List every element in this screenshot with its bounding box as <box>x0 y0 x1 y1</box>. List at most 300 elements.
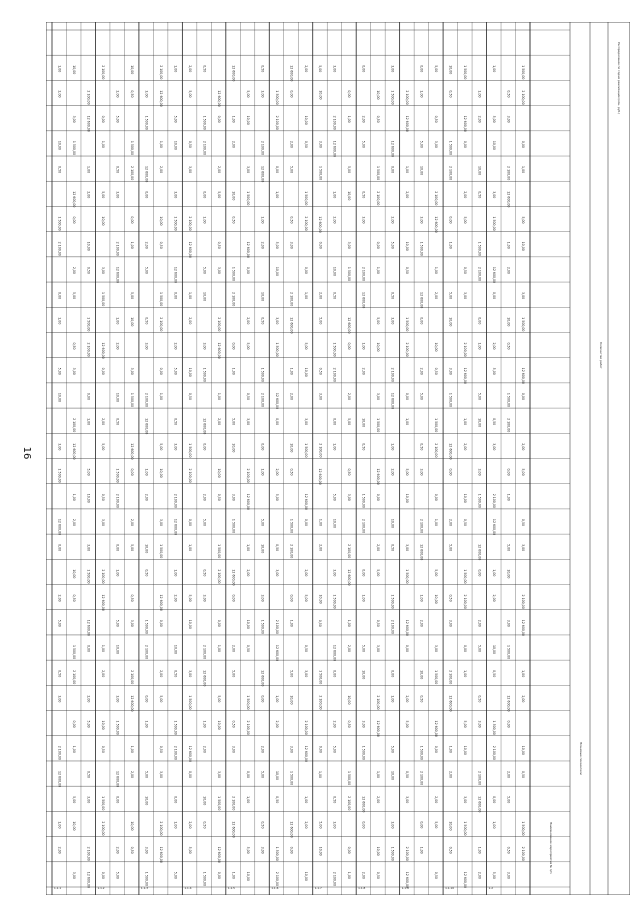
table-cell-value: 0,50 <box>202 821 207 829</box>
table-cell-value: 0,00 <box>463 140 468 148</box>
table-cell-value: 10,00 <box>318 594 323 604</box>
table-cell-value: 10,00 <box>376 90 381 100</box>
table-cell-value: 2 100,00 <box>187 468 192 483</box>
table-cell-value: 1 500,00 <box>216 796 221 811</box>
table-cell-value: 0,00 <box>187 518 192 527</box>
table-cell-value: 1 500,00 <box>477 493 482 508</box>
table-cell-value: 0,00 <box>72 720 77 728</box>
table-cell-value: 2,00 <box>303 65 308 73</box>
table-cell-value: 5,00 <box>216 695 221 703</box>
table-cell-value: 1,00 <box>492 821 497 829</box>
table-cell-value: 0,00 <box>448 468 453 476</box>
table-cell-value: 12 600,00 <box>129 695 134 712</box>
table-cell-value: 0,50 <box>506 342 511 350</box>
table-cell-value: 2,00 <box>129 770 134 779</box>
table-cell-value: 5,00 <box>100 191 105 199</box>
table-cell-value: 1 500,00 <box>72 140 77 156</box>
table-cell-value: 0,50 <box>376 115 381 123</box>
table-cell-value: 1,00 <box>187 544 192 552</box>
table-cell-value: 10,00 <box>289 443 294 453</box>
table-cell-value: 3,00 <box>100 518 105 527</box>
table-cell-value: 0,00 <box>115 544 120 552</box>
table-cell-value: 1,00 <box>419 594 424 602</box>
table-cell-value: 1 500,00 <box>405 569 410 584</box>
table-cell-value: 3,00 <box>361 216 366 224</box>
table-cell-value: 5,00 <box>57 619 62 627</box>
table-cell-value: 1 500,00 <box>86 569 91 584</box>
table-cell-value: 0,50 <box>390 544 395 552</box>
table-cell-value: 3,00 <box>463 292 468 300</box>
table-cell-value: 0,50 <box>477 695 482 703</box>
table-cell-value: 10,00 <box>245 619 250 629</box>
table-cell-value: 1 500,00 <box>419 745 424 760</box>
table-cell-value: 2,00 <box>361 367 366 375</box>
table-cell-value: 2,00 <box>477 619 482 627</box>
table-cell-value: 3,00 <box>245 418 250 426</box>
table-cell-value: 0,00 <box>332 418 337 426</box>
table-cell-value: 5,00 <box>506 796 511 804</box>
table-cell-value: 2,00 <box>115 846 120 854</box>
table-cell-value: 2 100,00 <box>405 90 410 105</box>
row-group-code: 1.1.10 <box>445 886 454 890</box>
table-cell-value: 0,00 <box>202 191 207 199</box>
table-cell-value: 5,00 <box>158 443 163 451</box>
table-cell-value: 0,00 <box>477 317 482 325</box>
table-cell-value: 2 100,00 <box>245 720 250 735</box>
table-cell-value: 3,00 <box>477 720 482 728</box>
table-cell-value: 0,50 <box>129 90 134 98</box>
table-cell-value: 3,00 <box>506 115 511 123</box>
table-cell-value: 2,00 <box>115 90 120 98</box>
row-group-code: 1.1.7 <box>314 886 322 890</box>
table-cell-value: 1 500,00 <box>492 216 497 231</box>
table-cell-value: 5,00 <box>129 292 134 300</box>
table-cell-value: 0,50 <box>216 241 221 249</box>
table-cell-value: 0,50 <box>72 594 77 602</box>
table-cell-value: 0,50 <box>477 191 482 199</box>
table-cell-value: 12 600,00 <box>521 367 526 384</box>
table-cell-value: 2,00 <box>57 846 62 854</box>
table-cell-value: 1,00 <box>260 468 265 476</box>
table-cell-value: 1,00 <box>332 191 337 199</box>
table-cell-value: 0,00 <box>216 115 221 123</box>
table-cell-value: 0,00 <box>158 619 163 627</box>
table-cell-value: 10,00 <box>86 493 91 503</box>
table-cell-value: 1,00 <box>521 670 526 678</box>
table-cell-value: 0,00 <box>129 468 134 476</box>
table-cell-value: 0,00 <box>419 65 424 73</box>
table-cell-value: 0,50 <box>100 745 105 753</box>
row-group-code: 1.1.5 <box>227 886 235 890</box>
table-cell-value: 10,00 <box>521 745 526 755</box>
table-cell-value: 0,00 <box>245 266 250 274</box>
table-cell-value: 10,00 <box>86 241 91 251</box>
table-cell-value: 0,00 <box>506 468 511 476</box>
table-cell-value: 3,00 <box>361 720 366 728</box>
table-cell-value: 10,00 <box>231 191 236 201</box>
table-cell-value: 1,00 <box>173 65 178 73</box>
table-cell-value: 2,00 <box>100 670 105 678</box>
table-cell-value: 2 100,00 <box>303 720 308 735</box>
table-cell-value: 2 100,00 <box>260 140 265 156</box>
table-cell-value: 1,00 <box>318 770 323 779</box>
table-cell-value: 12 600,00 <box>448 443 453 460</box>
table-cell-value: 5,00 <box>419 140 424 148</box>
table-cell-value: 1 500,00 <box>187 695 192 710</box>
table-cell-value: 2,00 <box>405 695 410 703</box>
table-cell-value: 2,00 <box>289 140 294 148</box>
table-cell-value: 10,00 <box>173 140 178 150</box>
table-cell-value: 10,00 <box>100 216 105 226</box>
table-cell-value: 0,50 <box>115 166 120 174</box>
table-cell-value: 1,00 <box>72 493 77 501</box>
table-cell-value: 1 500,00 <box>231 518 236 534</box>
table-cell-value: 1 500,00 <box>129 392 134 408</box>
table-cell-value: 2 100,00 <box>216 317 221 332</box>
table-cell-value: 2 100,00 <box>86 342 91 357</box>
table-cell-value: 2 100,00 <box>521 846 526 861</box>
table-cell-value: 10,00 <box>158 468 163 478</box>
table-cell-value: 0,00 <box>100 367 105 375</box>
table-cell-value: 12 600,00 <box>405 871 410 889</box>
table-cell-value: 2,00 <box>405 191 410 199</box>
table-cell-value: 2,00 <box>274 720 279 728</box>
table-cell-value: 3,00 <box>274 569 279 577</box>
table-cell-value: 1,00 <box>347 619 352 627</box>
table-cell-value: 12 600,00 <box>463 367 468 384</box>
table-cell-value: 0,50 <box>245 392 250 400</box>
table-cell-value: 12 600,00 <box>376 468 381 485</box>
row-group-code: 1.1.4 <box>184 886 192 890</box>
table-cell-value: 12 600,00 <box>260 670 265 687</box>
table-cell-value: 2 100,00 <box>332 871 337 886</box>
table-cell-value: 5,00 <box>434 821 439 829</box>
table-cell-value: 3,00 <box>434 644 439 653</box>
table-cell-value: 1 500,00 <box>463 569 468 584</box>
table-cell-value: 3,00 <box>318 392 323 400</box>
table-cell-value: 5,00 <box>448 544 453 552</box>
table-cell-value: 0,50 <box>115 418 120 426</box>
table-cell-value: 3,00 <box>289 745 294 753</box>
table-cell-value: 0,00 <box>361 65 366 73</box>
table-cell-value: 2 100,00 <box>506 166 511 181</box>
table-cell-value: 2 100,00 <box>158 821 163 836</box>
table-cell-value: 1,00 <box>390 695 395 703</box>
table-cell-value: 3,00 <box>115 191 120 199</box>
table-cell-value: 2 100,00 <box>318 695 323 710</box>
table-cell-value: 12 600,00 <box>347 569 352 586</box>
table-cell-value: 1,00 <box>57 65 62 73</box>
table-cell-value: 0,00 <box>492 292 497 300</box>
table-cell-value: 2,00 <box>303 821 308 829</box>
table-cell-value: 10,00 <box>173 644 178 655</box>
table-cell-value: 1,00 <box>187 292 192 300</box>
table-cell-value: 5,00 <box>361 644 366 653</box>
table-cell-value: 12 600,00 <box>216 846 221 863</box>
table-cell-value: 12 600,00 <box>202 670 207 687</box>
table-cell-value: 1,00 <box>289 619 294 627</box>
table-cell-value: 0,50 <box>187 392 192 400</box>
table-cell-value: 2,00 <box>419 619 424 627</box>
table-cell-value: 2,00 <box>57 90 62 98</box>
table-cell-value: 1,00 <box>477 90 482 98</box>
table-cell-value: 2,00 <box>463 191 468 199</box>
table-cell-value: 3,00 <box>72 871 77 879</box>
table-cell-value: 0,50 <box>303 140 308 148</box>
table-cell-value: 12 600,00 <box>129 443 134 460</box>
table-cell-value: 5,00 <box>492 871 497 879</box>
table-cell-value: 1,00 <box>405 166 410 174</box>
table-cell-value: 5,00 <box>158 695 163 703</box>
table-cell-value: 12 600,00 <box>376 720 381 737</box>
table-cell-value: 0,00 <box>477 569 482 577</box>
table-cell-value: 2 100,00 <box>144 644 149 660</box>
table-cell-value: 1,00 <box>274 695 279 703</box>
table-cell-value: 0,00 <box>390 166 395 174</box>
table-cell-value: 5,00 <box>492 367 497 375</box>
table-cell-value: 12 600,00 <box>506 695 511 712</box>
table-cell-value: 0,00 <box>463 644 468 653</box>
row-group-code: 1.1.3 <box>140 886 149 890</box>
table-cell-value: 1 500,00 <box>173 720 178 735</box>
table-cell-value: 1,00 <box>506 241 511 249</box>
table-cell-value: 5,00 <box>86 468 91 476</box>
table-cell-value: 1 500,00 <box>434 418 439 433</box>
table-cell-value: 1,00 <box>463 418 468 426</box>
table-cell-value: 10,00 <box>419 670 424 680</box>
table-cell-value: 10,00 <box>390 518 395 529</box>
table-cell-value: 5,00 <box>448 292 453 300</box>
table-cell-value: 5,00 <box>202 518 207 527</box>
table-cell-value: 5,00 <box>260 518 265 527</box>
table-cell-value: 12 600,00 <box>158 846 163 863</box>
table-cell-value: 3,00 <box>303 670 308 678</box>
table-cell-value: 2 100,00 <box>289 292 294 307</box>
table-cell-value: 3,00 <box>405 796 410 804</box>
table-cell-value: 1,00 <box>477 342 482 350</box>
table-cell-value: 1 500,00 <box>57 216 62 231</box>
table-cell-value: 2 100,00 <box>361 518 366 534</box>
table-cell-value: 12 600,00 <box>361 292 366 309</box>
table-cell-value: 10,00 <box>419 166 424 176</box>
table-cell-value: 12 600,00 <box>173 518 178 536</box>
table-cell-value: 12 600,00 <box>231 821 236 838</box>
table-cell-value: 0,50 <box>405 266 410 274</box>
table-cell-value: 1 500,00 <box>173 216 178 231</box>
table-cell-value: 1,00 <box>419 846 424 854</box>
table-cell-value: 5,00 <box>318 65 323 73</box>
table-cell-value: 10,00 <box>72 821 77 831</box>
table-cell-value: 0,00 <box>115 796 120 804</box>
table-cell-value: 10,00 <box>245 871 250 881</box>
table-cell-value: 12 600,00 <box>434 216 439 233</box>
table-cell-value: 5,00 <box>72 796 77 804</box>
table-cell-value: 0,00 <box>144 695 149 703</box>
table-cell-value: 10,00 <box>332 266 337 276</box>
table-cell-value: 1,00 <box>390 443 395 451</box>
table-cell-value: 2 100,00 <box>100 569 105 584</box>
table-cell-value: 12 600,00 <box>173 266 178 284</box>
table-cell-value: 1 500,00 <box>332 342 337 357</box>
table-cell-value: 10,00 <box>434 594 439 604</box>
table-cell-value: 0,00 <box>419 821 424 829</box>
table-cell-value: 1 500,00 <box>390 594 395 609</box>
table-cell-value: 1 500,00 <box>390 846 395 861</box>
table-cell-value: 1 500,00 <box>115 720 120 735</box>
table-cell-value: 1 500,00 <box>448 392 453 408</box>
table-cell-value: 10,00 <box>318 90 323 100</box>
table-cell-value: 12 600,00 <box>158 90 163 107</box>
table-cell-value: 0,00 <box>245 770 250 779</box>
table-cell-value: 2,00 <box>115 342 120 350</box>
table-cell-value: 1 500,00 <box>260 367 265 382</box>
table-cell-value: 0,00 <box>347 342 352 350</box>
table-cell-value: 1,00 <box>86 166 91 174</box>
table-cell-value: 5,00 <box>202 266 207 274</box>
table-cell-value: 10,00 <box>231 443 236 453</box>
table-cell-value: 1 500,00 <box>419 241 424 256</box>
table-cell-value: 0,50 <box>303 644 308 653</box>
table-cell-value: 1 500,00 <box>434 670 439 685</box>
table-cell-value: 3,00 <box>332 821 337 829</box>
table-cell-value: 12 600,00 <box>477 796 482 813</box>
table-cell-value: 2,00 <box>274 468 279 476</box>
table-cell-value: 1,00 <box>463 670 468 678</box>
table-cell-value: 0,50 <box>448 846 453 854</box>
table-cell-value: 5,00 <box>86 720 91 728</box>
table-cell-value: 2 100,00 <box>86 846 91 861</box>
table-cell-value: 2,00 <box>361 115 366 123</box>
table-cell-value: 0,50 <box>289 468 294 476</box>
table-cell-value: 10,00 <box>303 367 308 377</box>
table-cell-value: 1 500,00 <box>86 317 91 332</box>
table-cell-value: 3,00 <box>506 871 511 879</box>
table-cell-value: 2 100,00 <box>405 342 410 357</box>
table-cell-value: 2,00 <box>506 770 511 779</box>
table-cell-value: 1,00 <box>173 821 178 829</box>
table-cell-value: 5,00 <box>332 745 337 753</box>
table-cell-value: 1 500,00 <box>521 821 526 836</box>
table-cell-value: 2 100,00 <box>376 191 381 206</box>
table-cell-value: 2,00 <box>231 644 236 653</box>
table-cell-value: 0,50 <box>260 65 265 73</box>
table-cell-value: 2,00 <box>521 695 526 703</box>
table-cell-value: 3,00 <box>492 443 497 451</box>
table-cell-value: 2 100,00 <box>434 443 439 458</box>
table-cell-value: 10,00 <box>57 392 62 403</box>
table-cell-value: 0,00 <box>303 518 308 527</box>
table-cell-value: 0,00 <box>289 594 294 602</box>
table-cell-value: 5,00 <box>100 443 105 451</box>
table-cell-value: 1 500,00 <box>347 770 352 786</box>
table-cell-value: 12 600,00 <box>390 392 395 410</box>
table-cell-value: 1 500,00 <box>376 166 381 181</box>
table-cell-value: 3,00 <box>231 493 236 501</box>
header-number: № п/п <box>549 865 553 874</box>
table-cell-value: 12 600,00 <box>72 443 77 460</box>
table-cell-value: 3,00 <box>492 191 497 199</box>
table-cell-value: 10,00 <box>274 266 279 276</box>
table-cell-value: 5,00 <box>477 392 482 400</box>
table-cell-value: 10,00 <box>448 65 453 75</box>
table-cell-value: 5,00 <box>216 191 221 199</box>
table-cell-value: 12 600,00 <box>463 871 468 889</box>
table-cell-value: 0,00 <box>347 846 352 854</box>
table-cell-value: 0,00 <box>332 670 337 678</box>
table-cell-value: 12 600,00 <box>419 544 424 561</box>
table-cell-value: 3,00 <box>86 796 91 804</box>
table-cell-value: 2 100,00 <box>202 644 207 660</box>
table-cell-value: 12 600,00 <box>289 821 294 838</box>
table-cell-value: 5,00 <box>129 544 134 552</box>
table-cell-value: 12 600,00 <box>86 871 91 889</box>
table-cell-value: 1 500,00 <box>463 65 468 80</box>
table-cell-value: 1 500,00 <box>115 468 120 483</box>
table-cell-value: 2 100,00 <box>318 443 323 458</box>
table-cell-value: 0,00 <box>390 670 395 678</box>
table-cell-value: 0,50 <box>318 367 323 375</box>
table-cell-value: 0,50 <box>434 871 439 879</box>
table-cell-value: 2 100,00 <box>57 241 62 256</box>
table-cell-value: 10,00 <box>216 468 221 478</box>
table-cell-value: 0,00 <box>434 493 439 501</box>
table-cell-value: 2 100,00 <box>347 544 352 559</box>
table-cell-value: 2 100,00 <box>260 392 265 408</box>
table-cell-value: 12 600,00 <box>318 216 323 233</box>
table-cell-value: 10,00 <box>129 65 134 75</box>
table-cell-value: 10,00 <box>57 140 62 150</box>
table-cell-value: 1,00 <box>86 418 91 426</box>
table-cell-value: 0,50 <box>144 317 149 325</box>
table-cell-value: 3,00 <box>202 342 207 350</box>
table-cell-value: 2,00 <box>57 594 62 602</box>
table-cell-value: 0,00 <box>187 770 192 779</box>
table-cell-value: 1,00 <box>303 292 308 300</box>
table-cell-value: 3,00 <box>173 191 178 199</box>
table-cell-value: 1,00 <box>231 115 236 123</box>
table-cell-value: 12 600,00 <box>303 493 308 510</box>
table-cell-value: 3,00 <box>100 266 105 274</box>
table-cell-value: 1,00 <box>231 871 236 879</box>
table-cell-value: 5,00 <box>347 166 352 174</box>
table-cell-value: 2 100,00 <box>434 191 439 206</box>
table-cell-value: 3,00 <box>463 796 468 804</box>
table-cell-value: 5,00 <box>173 871 178 879</box>
table-cell-value: 2,00 <box>376 796 381 804</box>
table-cell-value: 5,00 <box>332 493 337 501</box>
table-cell-value: 1,00 <box>274 191 279 199</box>
table-cell-value: 5,00 <box>245 342 250 350</box>
table-cell-value: 2,00 <box>187 821 192 829</box>
table-cell-value: 1 500,00 <box>129 140 134 156</box>
table-cell-value: 0,50 <box>173 670 178 678</box>
table-cell-value: 2,00 <box>216 418 221 426</box>
table-cell-value: 2 100,00 <box>347 796 352 811</box>
table-cell-value: 10,00 <box>405 493 410 503</box>
table-cell-value: 12 600,00 <box>57 518 62 536</box>
table-cell-value: 3,00 <box>390 317 395 325</box>
page-number: 16 <box>21 446 32 460</box>
table-cell-value: 0,50 <box>202 569 207 577</box>
table-cell-value: 5,00 <box>187 846 192 854</box>
table-cell-value: 0,50 <box>361 191 366 199</box>
table-cell-value: 3,00 <box>260 594 265 602</box>
table-cell-value: 2 100,00 <box>361 266 366 282</box>
table-cell-value: 12 600,00 <box>405 115 410 132</box>
table-cell-value: 2 100,00 <box>202 140 207 156</box>
table-cell-value: 0,00 <box>173 292 178 300</box>
table-cell-value: 0,50 <box>390 292 395 300</box>
